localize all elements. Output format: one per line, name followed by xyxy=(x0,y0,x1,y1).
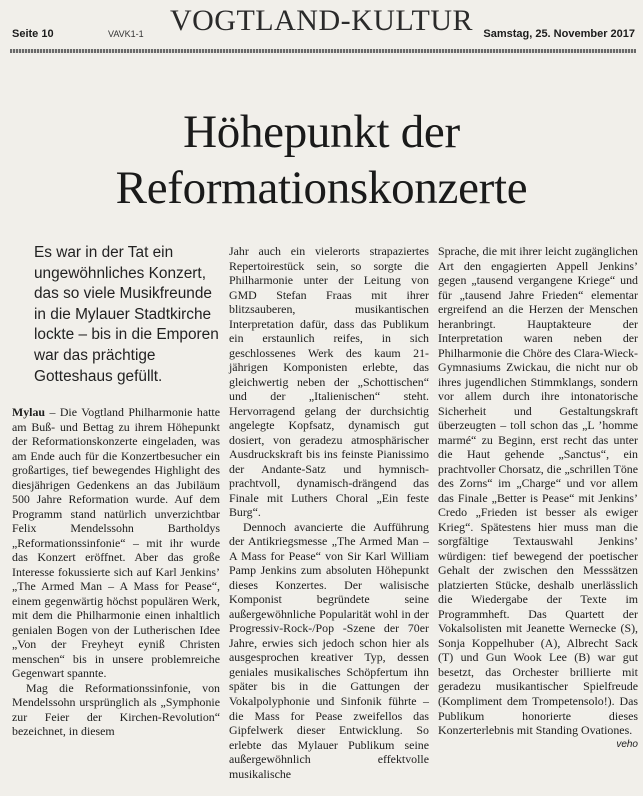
page-header xyxy=(0,0,643,50)
paragraph-text: – Die Vogtland Philharmonie hatte am Buß- und Bettag zu ihrem Höhepunkt der Reformationskonzerte eingeladen, was am Ende auch für die Konzertbesucher ein großartiges, tief bewegendes Highlight des diesjährigen Gedenkens an das Jubiläum 500 Jahre Reformation wurde. Auf dem Programm stand natürlich unverzichtbar Felix Mendelssohn Bartholdys „Reformationssinfonie“ – mit ihr wurde das Konzert eröffnet. Aber das große Interesse fokussierte sich auf Karl Jenkins’ „The Armed Man – A Mass for Pease“, einem gegenwärtig höchst populären Werk, mit dem die Philharmonie einen inhaltlich genialen Bogen von der Lutherischen Idee „Von der Freyheyt eyniß Christen menschen“ bis in unsere problemreiche Gegenwart spannte. xyxy=(12,405,220,681)
edition-code: VAVK1-1 xyxy=(108,29,144,39)
issue-date: Samstag, 25. November 2017 xyxy=(483,28,635,40)
headline-line-2: Reformationskonzerte xyxy=(115,162,528,214)
page-number: Seite 10 xyxy=(12,28,54,40)
section-title: VOGTLAND-KULTUR xyxy=(169,4,474,37)
paragraph: Dennoch avancierte die Aufführung der Antikriegsmesse „The Armed Man – A Mass for Pease“ von Sir Karl William Pamp Jenkins zum absoluten Höhepunkt dieses Konzertes. Der walisische Komponist begründete seine außergewöhnliche Popularität wohl in der Progressiv-Rock-/Pop -Szene der 70er Jahre, erwies sich jedoch schon hier als ausgesprochen kreativer Typ, dessen geniales musikalisches Schöpfertum ihn später bis in die Gattungen der Vokalpolyphonie und Sinfonik führte – die Mass for Pease zweifellos das Gipfelwerk dieser Entwicklung. So erlebte das Mylauer Publikum seine außergewöhnlich effektvolle musikalische xyxy=(229,519,429,781)
header-rule xyxy=(10,49,636,53)
paragraph: Jahr auch ein vielerorts strapaziertes Repertoirestück sein, so sorgte die Philharmonie unter der Leitung von GMD Stefan Fraas mit ihrer blitzsauberen, musikantischen Interpretation dafür, dass das Publikum ein erstaunlich reifes, in sich geschlossenes Werk des kaum 21-jährigen Komponisten erlebte, das gleichwertig neben der „Schottischen“ und der „Italienischen“ steht. Hervorragend gelang der durchsichtig angelegte Kopfsatz, dynamisch gut dosiert, von geradezu atmosphärischer Ausdruckskraft bis ins feinste Pianissimo der Andante-Satz und hymnisch-prachtvoll, dynamisch-drängend das Finale mit Luthers Choral „Ein feste Burg“. xyxy=(229,244,429,520)
article-column-1 xyxy=(12,405,220,739)
author-signature: veho xyxy=(616,738,638,750)
article-lead: Es war in der Tat ein ungewöhnliches Konzert, das so viele Musikfreunde in die Mylauer Stadtkirche lockte – bis in die Emporen war das prächtige Gotteshaus gefüllt. xyxy=(34,244,219,385)
paragraph-text: Sprache, die mit ihrer leicht zugänglichen Art den engagierten Appell Jenkins’ gegen „tausend vergangene Kriege“ und für „tausend Jahre Frieden“ elementar ergreifend an die Herzen der Menschen heranbringt. Hauptakteure der Interpretation waren neben der Philharmonie die Chöre des Clara-Wieck-Gymnasiums Zwickau, die nicht nur ob ihres jugendlichen Stimmklangs, sondern vor allem durch ihre intonatorische Sicherheit und Gestaltungskraft überzeugten – toll schon das „L ’homme marmé“ zu Beginn, erst recht das unter die Haut gehende „Sanctus“, ein prachtvoller Chorsatz, die „schrillen Töne des Zorns“ im „Charge“ und vor allem das Finale „Better is Pease“ mit Jenkins’ Credo „Frieden ist besser als ewiger Krieg“. Spätestens hier muss man die sorgfältige Textauswahl Jenkins’ würdigen: tief bewegend der poetischer Gehalt der zwischen den Messsätzen platzierten Stücke, deshalb unerlässlich die Wiedergabe der Texte im Programmheft. Das Quartett der Vokalsolisten mit Jeanette Wernecke (S), Sonja Koppelhuber (A), Albrecht Sack (T) und Gun Wook Lee (B) war gut besetzt, das Orchester brillierte mit geradezu musikantischer Spielfreude (Kompliment dem Trompetensolo!). Das Publikum honorierte dieses Konzerterlebnis mit Standing Ovationes. xyxy=(438,244,638,738)
dateline: Mylau xyxy=(12,405,46,419)
article-headline xyxy=(0,104,643,216)
article-column-2 xyxy=(229,244,429,781)
paragraph: Mag die Reformationssinfonie, von Mendelssohn ursprünglich als „Symphonie zur Feier der Kirchen-Revolution“ bezeichnet, in diesem xyxy=(12,680,220,739)
paragraph xyxy=(438,244,638,750)
headline-line-1: Höhepunkt der xyxy=(183,106,460,158)
article-column-3 xyxy=(438,244,638,752)
paragraph xyxy=(12,405,220,681)
